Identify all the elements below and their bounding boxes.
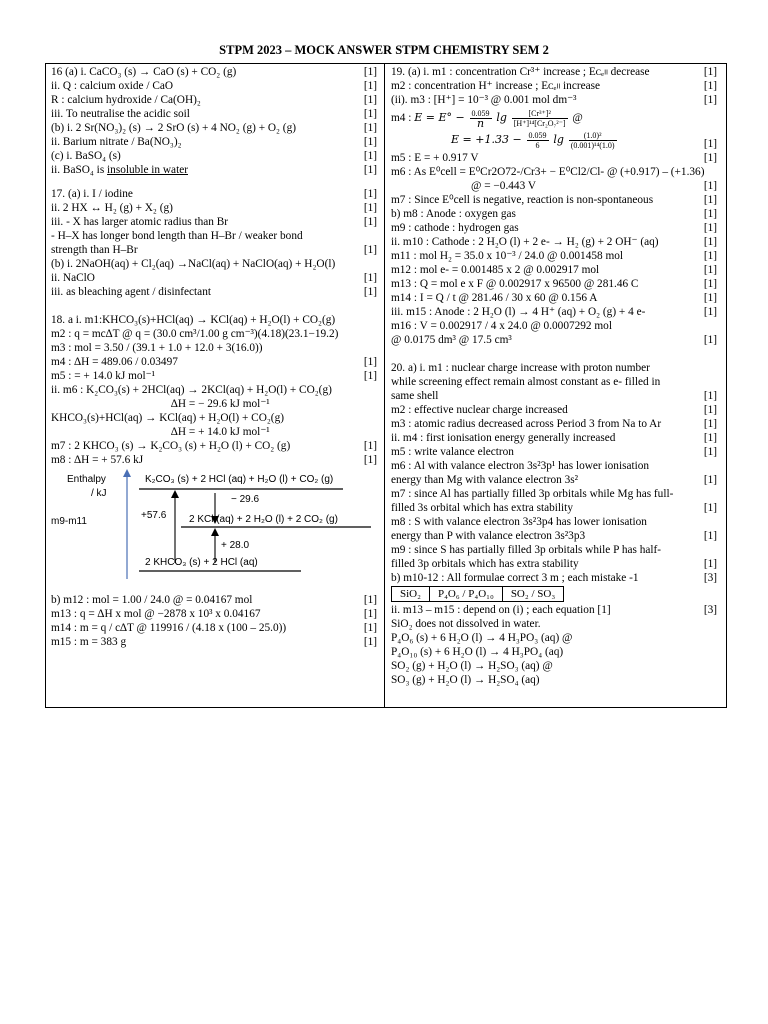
m4-fraction-2: $\frac{\text{[Cr³⁺]²}}{\text{[H⁺]¹⁴[Cr₂O₇²⁻]}}$	[513, 108, 566, 128]
answer-text: m5 : E = + 0.917 V	[391, 152, 479, 164]
answer-line	[391, 389, 717, 403]
answer-text: ii. 2 HX ↔ H₂ (g) + X₂ (g)	[51, 202, 173, 214]
answer-line	[51, 201, 377, 215]
answer-line	[51, 425, 377, 439]
answer-line	[391, 263, 717, 277]
answer-text: m9 : since S has partially filled 3p orbitals while P has half-	[391, 544, 662, 556]
mark-allocation: [1]	[363, 272, 377, 284]
answer-line	[391, 93, 717, 107]
mark-allocation: [1]	[363, 636, 377, 648]
answer-line	[391, 487, 717, 501]
answer-line	[391, 193, 717, 207]
mark-allocation: [1]	[363, 202, 377, 214]
answer-line	[391, 673, 717, 687]
answer-text: m2 : q = mc∆T @ q = (30.0 cm³/1.00 g cm⁻³)(4.18)(23.1−19.2)	[51, 328, 339, 340]
answer-text: @ = −0.443 V	[471, 180, 536, 192]
mark-allocation: [1]	[363, 244, 377, 256]
mark-allocation: [1]	[703, 292, 717, 304]
answer-text: m3 : atomic radius decreased across Period 3 from Na to Ar	[391, 418, 662, 430]
left-column	[51, 65, 377, 649]
mark-allocation: [1]	[703, 250, 717, 262]
mark-allocation: [1]	[703, 530, 717, 542]
answer-line	[51, 121, 377, 135]
value-280: + 28.0	[221, 540, 250, 551]
right-column	[391, 65, 717, 687]
answer-text: P₄O₁₀ (s) + 6 H₂O (l) → 4 H₃PO₄ (aq)	[391, 646, 564, 658]
answer-text: iii. as bleaching agent / disinfectant	[51, 286, 211, 298]
answer-line	[51, 635, 377, 649]
answer-text: strength than H–Br	[51, 244, 138, 256]
answer-text: m14 : m = q / c∆T @ 119916 / (4.18 x (100 – 25.0))	[51, 622, 287, 634]
value-296: − 29.6	[231, 494, 260, 505]
answer-text: m15 : m = 383 g	[51, 636, 127, 648]
answer-line	[391, 235, 717, 249]
mark-allocation: [1]	[703, 446, 717, 458]
answer-line	[391, 249, 717, 263]
table-cell-sio2: SiO₂	[392, 587, 430, 602]
answer-text: energy than Mg with valance electron 3s²	[391, 474, 579, 486]
answer-text: 20. a) i. m1 : nuclear charge increase with proton number	[391, 362, 650, 374]
mark-allocation: [1]	[363, 94, 377, 106]
answer-line	[51, 187, 377, 201]
answer-line	[391, 65, 717, 79]
answer-text: ii. m6 : K₂CO₃(s) + 2HCl(aq) → 2KCl(aq) + H₂O(l) + CO₂(g)	[51, 384, 332, 396]
answer-text: m2 : concentration H⁺ increase ; Eᴄₑₗₗ increase	[391, 80, 601, 92]
answer-text: iii. m15 : Anode : 2 H₂O (l) → 4 H⁺ (aq) + O₂ (g) + 4 e-	[391, 306, 646, 318]
mark-allocation: [1]	[703, 390, 717, 402]
answer-text: KHCO₃(s)+HCl(aq) → KCl(aq) + H₂O(l) + CO₂(g)	[51, 412, 284, 424]
answer-text: P₄O₆ (s) + 6 H₂O (l) → 4 H₃PO₃ (aq) @	[391, 632, 573, 644]
answer-line	[51, 327, 377, 341]
answer-text: m8 : ∆H = + 57.6 kJ	[51, 454, 144, 466]
answer-line	[391, 431, 717, 445]
answer-line	[391, 319, 717, 333]
mark-allocation: [1]	[363, 440, 377, 452]
page-title: STPM 2023 – MOCK ANSWER STPM CHEMISTRY SEM 2	[219, 43, 549, 57]
table-cell-phosphorus-oxides: P₄O₆ / P₄O₁₀	[429, 587, 502, 602]
answer-line	[51, 621, 377, 635]
answer-line	[391, 221, 717, 235]
answer-line	[51, 107, 377, 121]
answer-line	[391, 529, 717, 543]
answer-line	[51, 229, 377, 243]
answer-line	[391, 305, 717, 319]
answer-text: ii. m13 – m15 : depend on (i) ; each equation [1]	[391, 604, 611, 616]
mark-allocation: [1]	[363, 216, 377, 228]
answer-line	[51, 439, 377, 453]
answer-line	[51, 411, 377, 425]
value-576: +57.6	[141, 510, 167, 521]
answer-text: ∆H = + 14.0 kJ mol⁻¹	[171, 426, 270, 438]
answer-line	[391, 501, 717, 515]
m4-fraction-1: $\frac{0.059}{n}$	[471, 108, 490, 130]
mid-level-label: 2 KCl (aq) + 2 H₂O (l) + 2 CO₂ (g)	[189, 514, 338, 525]
oxide-formula-table	[391, 586, 564, 602]
m4-fraction-3: $\frac{0.059}{6}$	[528, 130, 547, 150]
mark-allocation: [1]	[363, 136, 377, 148]
answer-text: m8 : S with valance electron 3s²3p4 has lower ionisation	[391, 516, 647, 528]
mark-allocation: [1]	[703, 80, 717, 92]
mark-allocation: [1]	[703, 404, 717, 416]
q16-last-line: ii. BaSO₄ is insoluble in water [1]	[51, 164, 377, 176]
answer-line	[391, 179, 717, 193]
mark-allocation: [1]	[703, 306, 717, 318]
answer-text: same shell	[391, 390, 439, 402]
answer-text: m3 : mol = 3.50 / (39.1 + 1.0 + 12.0 + 3(16.0))	[51, 342, 263, 354]
answer-line	[51, 79, 377, 93]
answer-text: ii. Barium nitrate / Ba(NO₃)₂	[51, 136, 182, 148]
mark-allocation: [1]	[363, 454, 377, 466]
answer-line	[51, 93, 377, 107]
answer-text: energy than P with valance electron 3s²3p3	[391, 530, 586, 542]
answer-text: m5 : = + 14.0 kJ mol⁻¹	[51, 370, 155, 382]
answer-line	[391, 659, 717, 673]
mark-allocation: [1]	[363, 608, 377, 620]
table-cell-sulfur-oxides: SO₂ / SO₃	[502, 587, 563, 602]
mark-allocation: [3]	[703, 572, 717, 584]
answer-line	[391, 645, 717, 659]
answer-text: iii. To neutralise the acidic soil	[51, 108, 190, 120]
answer-line	[391, 417, 717, 431]
answer-text: iii. - X has larger atomic radius than Br	[51, 216, 229, 228]
enthalpy-unit: / kJ	[91, 488, 107, 499]
answer-line	[51, 257, 377, 271]
mark-allocation: [1]	[363, 356, 377, 368]
mark-allocation: [1]	[703, 194, 717, 206]
q18a-block	[51, 313, 377, 467]
answer-text: ∆H = − 29.6 kJ mol⁻¹	[171, 398, 270, 410]
top-level-label: K₂CO₃ (s) + 2 HCl (aq) + H₂O (l) + CO₂ (g)	[145, 474, 334, 485]
q16-block	[51, 65, 377, 163]
answer-line	[391, 79, 717, 93]
answer-line	[391, 603, 717, 617]
answer-text: m7 : 2 KHCO₃ (s) → K₂CO₃ (s) + H₂O (l) + CO₂ (g)	[51, 440, 291, 452]
answer-text: filled 3p orbitals which has extra stability	[391, 558, 579, 570]
answer-text: m13 : Q = mol e x F @ 0.002917 x 96500 @ 281.46 C	[391, 278, 639, 290]
mark-allocation: [1]	[703, 236, 717, 248]
q17-block	[51, 187, 377, 299]
mark-allocation: [1]	[363, 188, 377, 200]
answer-text: (c) i. BaSO₄ (s)	[51, 150, 121, 162]
answer-text: m2 : effective nuclear charge increased	[391, 404, 568, 416]
answer-text: while screening effect remain almost constant as e- filled in	[391, 376, 661, 388]
answer-line	[391, 557, 717, 571]
answer-text: 17. (a) i. I / iodine	[51, 188, 133, 200]
mark-allocation: [1]	[363, 108, 377, 120]
mark-allocation: [3]	[703, 604, 717, 616]
mark-allocation: [1]	[363, 622, 377, 634]
mark-allocation: [1]	[703, 278, 717, 290]
mark-allocation: [1]	[703, 222, 717, 234]
answer-text: b) m10-12 : All formulae correct 3 m ; each mistake -1	[391, 572, 639, 584]
mark-allocation: [1]	[703, 474, 717, 486]
answer-line	[51, 243, 377, 257]
answer-text: 16 (a) i. CaCO₃ (s) → CaO (s) + CO₂ (g)	[51, 66, 237, 78]
mark-allocation: [1]	[363, 286, 377, 298]
mark-allocation: [1]	[703, 502, 717, 514]
enthalpy-axis-arrowhead	[123, 469, 131, 477]
energy-cycle-diagram	[51, 467, 377, 583]
answer-line	[51, 313, 377, 327]
answer-text: b) m12 : mol = 1.00 / 24.0 @ = 0.04167 mol	[51, 594, 253, 606]
answer-text: ii. m10 : Cathode : 2 H₂O (l) + 2 e- → H₂ (g) + 2 OH⁻ (aq)	[391, 236, 659, 248]
answer-line	[391, 151, 717, 165]
answer-line	[51, 135, 377, 149]
mark-allocation: [1]	[363, 150, 377, 162]
answer-line	[51, 271, 377, 285]
answer-text: SO₂ (g) + H₂O (l) → H₂SO₃ (aq) @	[391, 660, 553, 672]
answer-text: SO₃ (g) + H₂O (l) → H₂SO₄ (aq)	[391, 674, 540, 686]
answer-text: m7 : Since E⁰cell is negative, reaction is non-spontaneous	[391, 194, 654, 206]
answer-line	[391, 571, 717, 585]
mark-allocation: [1]	[703, 418, 717, 430]
answer-text: (b) i. 2NaOH(aq) + Cl₂(aq) →NaCl(aq) + NaClO(aq) + H₂O(l)	[51, 258, 336, 270]
answer-line	[51, 453, 377, 467]
answer-line	[51, 65, 377, 79]
q18b-block	[51, 593, 377, 649]
answer-text: m9 : cathode : hydrogen gas	[391, 222, 519, 234]
answer-line	[391, 445, 717, 459]
mark-allocation: [1]	[363, 370, 377, 382]
answer-line	[51, 593, 377, 607]
answer-line	[51, 397, 377, 411]
answer-line	[391, 515, 717, 529]
answer-line	[391, 617, 717, 631]
mark-allocation: [1]	[703, 432, 717, 444]
answer-line	[391, 277, 717, 291]
answer-line	[51, 355, 377, 369]
answer-text: m4 : ∆H = 489.06 / 0.03497	[51, 356, 178, 368]
mark-allocation: [1]	[363, 594, 377, 606]
answer-text: ii. m4 : first ionisation energy generally increased	[391, 432, 616, 444]
m4-fraction-4: $\frac{\text{(1.0)²}}{\text{(0.001)¹⁴(1.0)}}$	[570, 130, 615, 150]
answer-text: m14 : I = Q / t @ 281.46 / 30 x 60 @ 0.156 A	[391, 292, 598, 304]
answer-line	[391, 291, 717, 305]
answer-line	[51, 383, 377, 397]
answer-text: R : calcium hydroxide / Ca(OH)₂	[51, 94, 201, 106]
q19b-block	[391, 151, 717, 347]
q20b-block	[391, 603, 717, 687]
answer-text: b) m8 : Anode : oxygen gas	[391, 208, 516, 220]
m4-line-2: E = +1.33 − $\frac{0.059}{6}$ lg $\frac{\text{(1.0)²}}{\text{(0.001)¹⁴(1.0)}}$ [1]	[451, 130, 717, 150]
mark-allocation: [1]	[363, 122, 377, 134]
mark-allocation: [1]	[703, 66, 717, 78]
answer-line	[51, 215, 377, 229]
q19a-block	[391, 65, 717, 107]
answer-text: ii. Q : calcium oxide / CaO	[51, 80, 174, 92]
answer-text: m16 : V = 0.002917 / 4 x 24.0 @ 0.0007292 mol	[391, 320, 612, 332]
m4-line-1: m4 : E = E° − $\frac{0.059}{n}$ lg $\frac{\text{[Cr³⁺]²}}{\text{[H⁺]¹⁴[Cr₂O₇²⁻]}}$ @	[391, 108, 583, 130]
answer-text: m13 : q = ∆H x mol @ −2878 x 10³ x 0.04167	[51, 608, 261, 620]
mark-allocation: [1]	[363, 80, 377, 92]
mark-allocation: [1]	[703, 208, 717, 220]
answer-line	[391, 361, 717, 375]
answer-text: m6 : Al with valance electron 3s²3p¹ has lower ionisation	[391, 460, 650, 472]
answer-line	[391, 333, 717, 347]
column-divider	[384, 63, 385, 707]
answer-line	[391, 375, 717, 389]
answer-text: m12 : mol e- = 0.001485 x 2 @ 0.002917 mol	[391, 264, 600, 276]
answer-line	[391, 543, 717, 557]
mark-allocation: [1]	[703, 334, 717, 346]
mark-allocation: [1]	[703, 152, 717, 164]
answer-line	[391, 403, 717, 417]
mark-allocation: [1]	[703, 180, 717, 192]
answer-text: 19. (a) i. m1 : concentration Cr³⁺ increase ; Eᴄₑₗₗ decrease	[391, 66, 650, 78]
answer-line	[51, 285, 377, 299]
answer-text: SiO₂ does not dissolved in water.	[391, 618, 541, 630]
answer-text: (ii). m3 : [H⁺] = 10⁻³ @ 0.001 mol dm⁻³	[391, 94, 577, 106]
answer-line	[391, 459, 717, 473]
mark-allocation: [1]	[703, 94, 717, 106]
answer-line	[51, 369, 377, 383]
answer-text: m6 : As E⁰cell = E⁰Cr2O72-/Cr3+ − E⁰Cl2/Cl- @ (+0.917) – (+1.36)	[391, 166, 705, 178]
answer-text: @ 0.0175 dm³ @ 17.5 cm³	[391, 334, 512, 346]
answer-line	[391, 631, 717, 645]
enthalpy-label: Enthalpy	[67, 474, 106, 485]
answer-text: 18. a i. m1:KHCO₃(s)+HCl(aq) → KCl(aq) + H₂O(l) + CO₂(g)	[51, 314, 336, 326]
mark-allocation: [1]	[363, 66, 377, 78]
marks-label: m9-m11	[51, 516, 87, 527]
mark-allocation: [1]	[703, 558, 717, 570]
answer-text: ii. NaClO	[51, 272, 95, 284]
answer-line	[391, 207, 717, 221]
answer-line	[51, 149, 377, 163]
q20-block	[391, 361, 717, 585]
answer-text: m11 : mol H₂ = 35.0 x 10⁻³ / 24.0 @ 0.001458 mol	[391, 250, 624, 262]
answer-line	[391, 165, 717, 179]
answer-text: filled 3s orbital which has extra stability	[391, 502, 573, 514]
answer-text: (b) i. 2 Sr(NO₃)₂ (s) → 2 SrO (s) + 4 NO₂ (g) + O₂ (g)	[51, 122, 296, 134]
answer-line	[391, 473, 717, 487]
answer-text: m7 : since Al has partially filled 3p orbitals while Mg has full-	[391, 488, 674, 500]
answer-line	[51, 607, 377, 621]
answer-text: - H–X has longer bond length than H–Br / weaker bond	[51, 230, 303, 242]
answer-text: m5 : write valance electron	[391, 446, 514, 458]
mark-allocation: [1]	[703, 264, 717, 276]
bottom-level-label: 2 KHCO₃ (s) + 2 HCl (aq)	[145, 557, 258, 568]
answer-line	[51, 341, 377, 355]
